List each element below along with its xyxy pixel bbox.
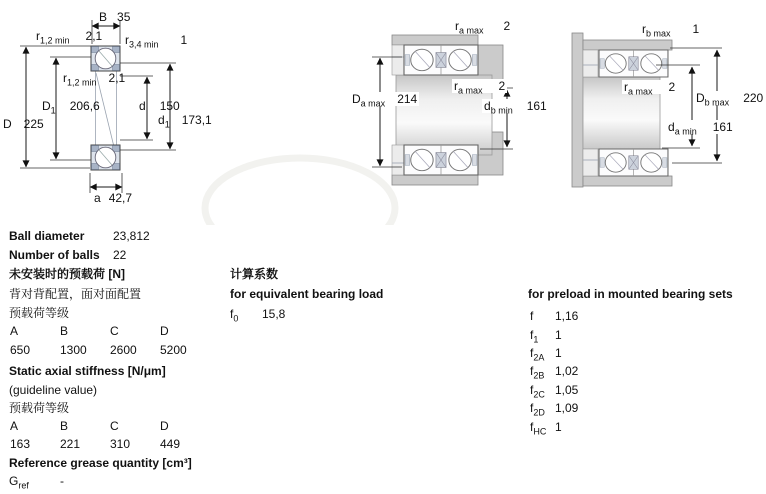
diagram-mounted-pair-b (572, 33, 722, 187)
number-of-balls-row: Number of balls 22 (9, 248, 127, 262)
stiffness-subtitle: (guideline value) (9, 383, 98, 397)
factor-row-f2C: $f_{2C}$ 1,05 (530, 383, 579, 400)
grease-title: Reference grease quantity [cm³] (9, 456, 192, 470)
watermark (205, 158, 395, 225)
dim-label-db: $d_{b min}$ 161 (484, 99, 547, 116)
stiffness-value-B: 221 (60, 437, 81, 451)
preload-header-D: D (160, 324, 169, 338)
factor-row-f2A: $f_{2A}$ 1 (530, 346, 562, 363)
factor-row-fHC: $f_{HC}$ 1 (530, 420, 562, 437)
preload-value-A: 650 (10, 343, 31, 357)
stiffness-title: Static axial stiffness [N/μm] (9, 364, 166, 378)
dim-label-r12-top: $r_{1,2 min}$ 2,1 (36, 29, 103, 46)
dim-label-Da: $D_{a max}$ 214 (352, 92, 418, 109)
grease-row: $G_{ref}$ - (9, 474, 64, 491)
stiffness-header-C: C (110, 419, 119, 433)
stiffness-header-D: D (160, 419, 169, 433)
stiffness-value-D: 449 (160, 437, 181, 451)
preload-value-B: 1300 (60, 343, 87, 357)
dim-label-d: d 150 (139, 99, 180, 113)
factor-row-f1: $f_1$ 1 (530, 328, 562, 345)
preload-value-C: 2600 (110, 343, 137, 357)
stiffness-value-C: 310 (110, 437, 131, 451)
stiffness-header-B: B (60, 419, 69, 433)
factor-row-f2D: $f_{2D}$ 1,09 (530, 401, 579, 418)
stiffness-value-A: 163 (10, 437, 31, 451)
calc-factors-title: 计算系数 (230, 267, 279, 281)
dim-label-da: $d_{a min}$ 161 (668, 120, 733, 137)
preload-value-D: 5200 (160, 343, 187, 357)
factor-row-f: f 1,16 (530, 309, 579, 323)
dim-label-B: B 35 (99, 10, 131, 24)
dim-label-ra3: $r_{a max}$ 2 (624, 80, 676, 97)
dim-label-D1: $D_1$ 206,6 (42, 99, 100, 116)
dim-label-d1: $d_1$ 173,1 (158, 113, 212, 130)
dim-label-r34: $r_{3,4 min}$ 1 (125, 33, 188, 50)
dim-label-Db: $D_{b max}$ 220 (696, 91, 764, 108)
f0-row: $f_0$ 15,8 (230, 307, 286, 324)
preload-header-C: C (110, 324, 119, 338)
preload-factors-title: for preload in mounted bearing sets (528, 287, 733, 301)
dim-label-rb: $r_{b max}$ 1 (642, 22, 700, 39)
dim-label-a: a 42,7 (94, 191, 133, 205)
preload-unmounted-title: 未安装时的预载荷 [N] (9, 267, 125, 281)
ball-diameter-row: Ball diameter 23,812 (9, 229, 150, 243)
preload-class-label-2: 预载荷等级 (9, 401, 70, 415)
dim-label-r12-mid: $r_{1,2 min}$ 2,1 (63, 71, 126, 88)
dim-label-ra-mid: $r_{a max}$ 2 (454, 79, 506, 96)
factor-row-f2B: $f_{2B}$ 1,02 (530, 364, 579, 381)
preload-unmounted-subtitle: 背对背配置，面对面配置 (9, 287, 142, 301)
preload-class-label-1: 预载荷等级 (9, 306, 70, 320)
dim-label-ra-top: $r_{a max}$ 2 (455, 19, 511, 36)
stiffness-header-A: A (10, 419, 19, 433)
preload-header-B: B (60, 324, 69, 338)
preload-header-A: A (10, 324, 19, 338)
dim-label-D: D 225 (3, 117, 44, 131)
calc-factors-subtitle: for equivalent bearing load (230, 287, 384, 301)
